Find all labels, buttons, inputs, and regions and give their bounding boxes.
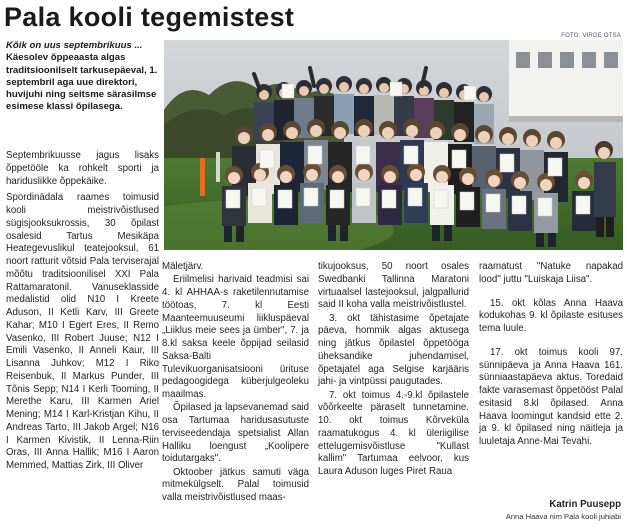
paragraph: Õpilased ja lapsevanemad said osa Tartumaa haridusasutuste terviseedendaja spetsialist Allan Halliku loengust „Koolipere toidutargaks". bbox=[162, 402, 309, 465]
paragraph: 17. okt toimus kooli 97. sünnipäeva ja Anna Haava 161. sünniaastapäeva aktus. Toredaid fakte varasemast õppetööst Palal esitasid 8.kl õpilased. Anna Haava loomingut kandsid ette 2. ja 9. kl õpilased ning näitleja ja luuletaja Anne-Mai Tevahi. bbox=[479, 346, 623, 447]
author-role: Anna Haava nim Pala kooli juhiabi bbox=[505, 512, 621, 521]
group-photo bbox=[164, 40, 623, 250]
article-column-1 bbox=[6, 150, 159, 477]
article-column-4 bbox=[479, 261, 623, 460]
group-photo-illustration bbox=[164, 40, 623, 250]
paragraph: 3. okt tähistasime õpetajate päeva, hommik algas aktusega ning jätkus õpilastel õppetööga üheksandike juhendamisel, õpetajatel aga Selgise karjääris jahi- ja vintpüssi paugutades. bbox=[318, 312, 469, 388]
author-signature bbox=[506, 499, 621, 522]
paragraph: Spordinädala raames toimusid kooli meistrivõistlused sügisjooksukrossis, 30 õpilast osalesid Tartus Mesikäpa Heategevuslikul teatejooksul, 61 noort ratturit võtsid Pala terviserajal mõõtu traditsioonilisel XXI Pala Rattamaratonil. Vanuseklasside medalistid olid N10 I Kreete Aduson, II Ketli Karv, III Greete Kahar; M10 I Egert Eres, II Remo Vasenko, III Robert Juuse; N12 I Emili Vasenko, II Anneli Kaur, III Lisanna Juhkov; M12 I Riko Reisenbuk, II Markus Punder, III Tõnis Sepp; N14 I Kerli Tooming, II Merethe Karu, III Karmen Ariel Mening; M14 I Karl-Kristjan Kihu, II Andreas Tarto, III Jakob Argel; N16 I Karmen Kivistik, II Lenna-Riin Oras, III Anna Hallik; M16 I Aaron Memmed, Mattias Zirk, III Oliver bbox=[6, 192, 159, 471]
page-title: Pala kooli tegemistest bbox=[4, 2, 295, 32]
lead-text: Käesolev õppeaasta algas traditsioonilselt tarkusepäeval, 1. septembril aga uue direktori, huvijuhi ning seitsme särasilmse esimese klassi õpilasega. bbox=[6, 52, 158, 113]
paragraph: Septembrikuusse jagus lisaks õppetööle ka rohkelt sporti ja hariduslikke õppekäike. bbox=[6, 150, 159, 187]
paragraph: Mäletjärv. bbox=[162, 261, 204, 272]
lead-intro: Kõik on uus septembrikuus ... bbox=[6, 40, 143, 51]
paragraph: tikujooksus, 50 noort osales Swedbanki Tallinna Maratoni virtuaalsel lastejooksul, jalgpallurid said II koha valla meistrivõistlustel. bbox=[318, 261, 469, 311]
paragraph: Oktoober jätkus samuti väga mitmekülgselt. Palal toimusid valla meistrivõistlused maas- bbox=[162, 466, 309, 503]
author-name: Katrin Puusepp bbox=[549, 499, 621, 510]
paragraph: raamatust "Natuke napakad lood" juttu "Luiskaja Liisa". bbox=[479, 261, 623, 285]
paragraph: Eriilmelisi harivaid teadmisi sai 4. kl AHHAA-s raketilennutamise töötoas, 7. kl Eesti Maanteemuuseumi liikluspäeval „Liiklus meie sees ja ümber", 7. ja 8.kl saksa keele õppijad seilasid Saksa-Balti Tulevikuorganisatsiooni ürituse pedagoogidega küberjulgeoleku maailmas. bbox=[162, 274, 309, 400]
lead-paragraph bbox=[6, 40, 158, 114]
paragraph: 7. okt toimus 4.-9.kl õpilastele võõrkeelte päraselt tunnetamine. 10. okt toimus Kõrveküla raamatukogus 4. kl üleriigilise ettelugemisvõistluse "Kullast kallim" Tartumaa eelvoor, kus Laura Aduson luges Piret Raua bbox=[318, 389, 469, 477]
article-column-2 bbox=[162, 261, 309, 505]
photo-credit: FOTO: VIRGE OTSA bbox=[561, 33, 621, 39]
article-column-3 bbox=[318, 261, 469, 479]
paragraph: 15. okt kõlas Anna Haava kodukohas 9. kl õpilaste esituses tema luule. bbox=[479, 297, 623, 334]
